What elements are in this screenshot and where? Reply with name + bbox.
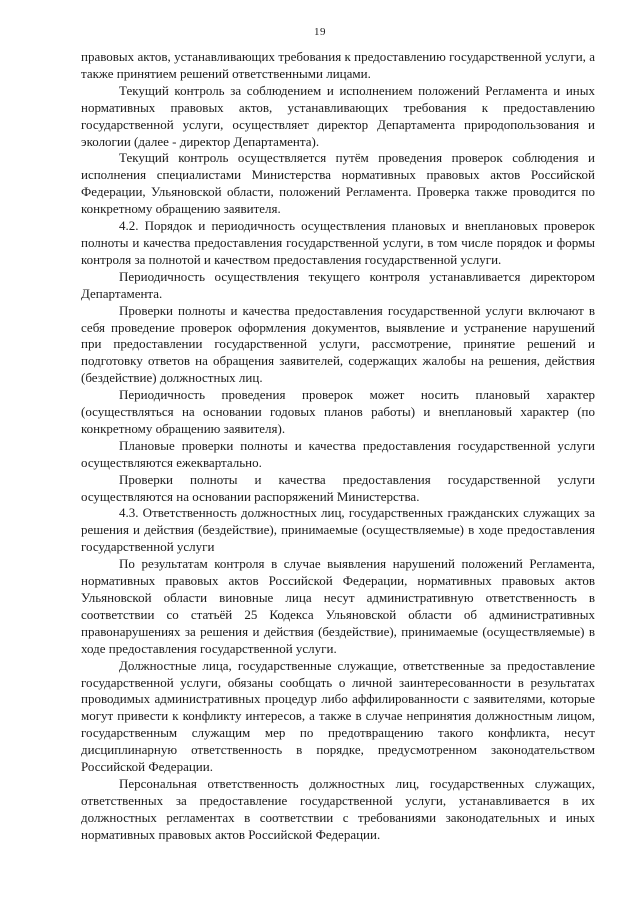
- page-number: 19: [314, 26, 326, 38]
- paragraph-conflict-of-interest: Должностные лица, государственные служащие, ответственные за предоставление государственной услуги, обязаны сообщать о личной заинтересованности в результатах проводимых административных процедур либо аффилированности с заявителями, которые могут привести к конфликту интересов, а также в случае непринятия должностным лицом, государственным служащим мер по предотвращению такого конфликта, несут дисциплинарную ответственность в порядке, предусмотренном законодательством Российской Федерации.: [81, 657, 595, 775]
- document-body: [81, 49, 595, 844]
- paragraph-current-control-director: Текущий контроль за соблюдением и исполнением положений Регламента и иных нормативных правовых актов, устанавливающих требования к предоставлению государственной услуги, осуществляет директор Департамента природопользования и экологии (далее - директор Департамента).: [81, 82, 595, 149]
- paragraph-continuation: правовых актов, устанавливающих требования к предоставлению государственной услуги, а также принятием решений ответственными лицами.: [81, 49, 595, 81]
- paragraph-administrative-liability: По результатам контроля в случае выявления нарушений положений Регламента, нормативных правовых актов Российской Федерации, нормативных правовых актов Ульяновской области виновные лица несут административную ответственность в соответствии со статьёй 25 Кодекса Ульяновской области об административных правонарушениях за решения и действия (бездействие), принимаемые (осуществляемые) в ходе предоставления государственной услуги.: [81, 556, 595, 656]
- paragraph-checks-periodicity: Периодичность проведения проверок может носить плановый характер (осуществляться на основании годовых планов работы) и внеплановый характер (по конкретному обращению заявителя).: [81, 387, 595, 436]
- paragraph-planned-checks: Плановые проверки полноты и качества предоставления государственной услуги осуществляются ежеквартально.: [81, 437, 595, 470]
- paragraph-checks-scope: Проверки полноты и качества предоставления государственной услуги включают в себя проведение проверок оформления документов, выявление и устранение нарушений при предоставлении государственной услуги, рассмотрение, принятие решений и подготовку ответов на обращения заявителей, содержащих жалобы на решения, действия (бездействие) должностных лиц.: [81, 302, 595, 386]
- paragraph-current-control-checks: Текущий контроль осуществляется путём проведения проверок соблюдения и исполнения специалистами Министерства нормативных правовых актов Российской Федерации, Ульяновской области, положений Регламента. Проверка также проводится по конкретному обращению заявителя.: [81, 150, 595, 217]
- paragraph-personal-responsibility: Персональная ответственность должностных лиц, государственных служащих, ответственных за предоставление государственной услуги, устанавливается в их должностных регламентах в соответствии с требованиями законодательных и иных нормативных правовых актов Российской Федерации.: [81, 775, 595, 842]
- paragraph-checks-basis: Проверки полноты и качества предоставления государственной услуги осуществляются на основании распоряжений Министерства.: [81, 471, 595, 504]
- section-4-3-heading: 4.3. Ответственность должностных лиц, государственных гражданских служащих за решения и действия (бездействие), принимаемые (осуществляемые) в ходе предоставления государственной услуги: [81, 505, 595, 555]
- paragraph-control-periodicity: Периодичность осуществления текущего контроля устанавливается директором Департамента.: [81, 268, 595, 301]
- section-4-2-heading: 4.2. Порядок и периодичность осуществления плановых и внеплановых проверок полноты и качества предоставления государственной услуги, в том числе порядок и формы контроля за полнотой и качеством предоставления государственной услуги.: [81, 218, 595, 267]
